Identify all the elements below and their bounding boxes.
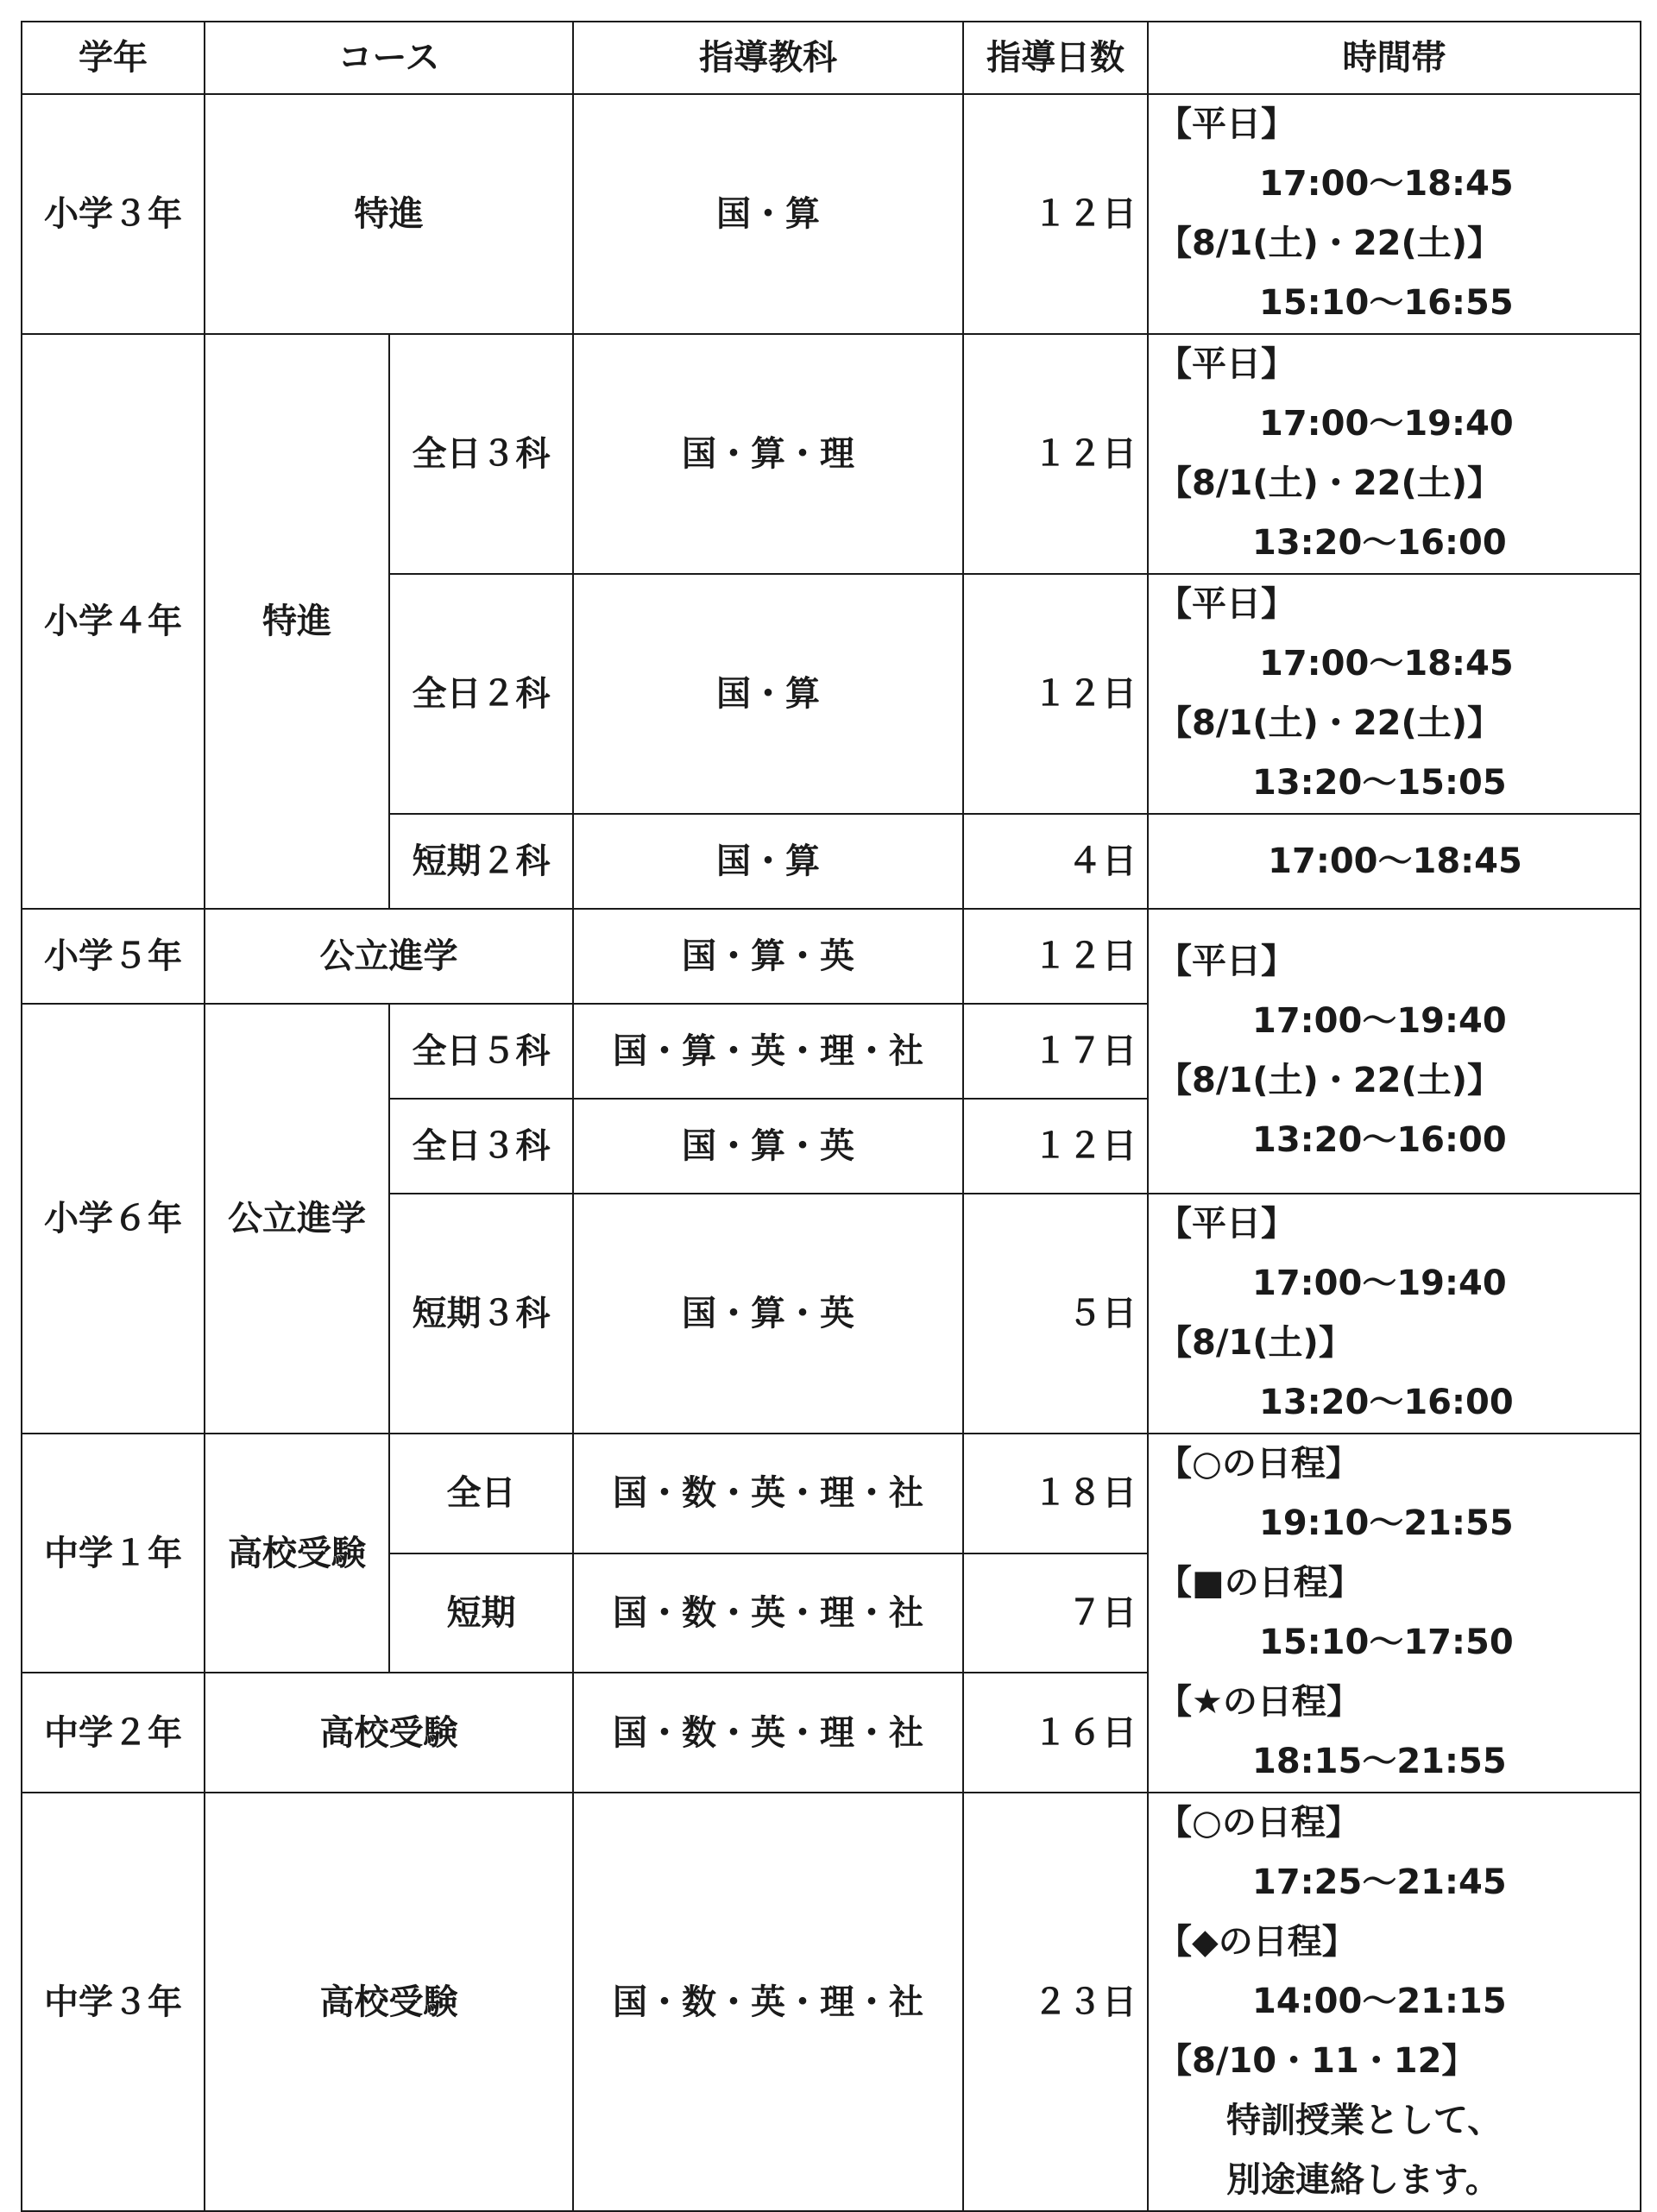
course-cell: 公立進学 [205, 909, 573, 1004]
grade-cell: 小学４年 [22, 334, 205, 909]
time-label: 【★の日程】 [1157, 1682, 1361, 1722]
time-value: 17:00〜19:40 [1252, 1001, 1507, 1041]
time-value: 13:20〜16:00 [1259, 1383, 1514, 1422]
time-label: 【平日】 [1157, 344, 1295, 384]
time-value: 15:10〜17:50 [1259, 1623, 1514, 1662]
time-value: 17:00〜19:40 [1252, 1264, 1507, 1303]
days-cell: ４日 [963, 814, 1148, 909]
days-cell: １２日 [963, 1099, 1148, 1194]
time-label: 【■の日程】 [1157, 1563, 1363, 1603]
subjects-cell: 国・算・理 [573, 334, 963, 574]
time-value: 19:10〜21:55 [1259, 1503, 1514, 1543]
time-value: 13:20〜15:05 [1252, 763, 1507, 803]
days-cell: １２日 [963, 909, 1148, 1004]
subcourse-cell: 全日 [389, 1434, 573, 1553]
time-label: 【○の日程】 [1157, 1803, 1360, 1843]
time-cell [1148, 1793, 1641, 2211]
time-label: 【平日】 [1157, 584, 1295, 624]
time-label: 【8/1(土)・22(土)】 [1157, 1061, 1503, 1100]
header-row [22, 22, 1641, 94]
header-course: コース [205, 22, 573, 94]
subjects-cell: 国・算・英 [573, 909, 963, 1004]
table-row [22, 334, 1641, 574]
time-value: 17:00〜18:45 [1259, 644, 1514, 684]
time-cell [1148, 814, 1641, 909]
days-cell: １２日 [963, 574, 1148, 814]
subjects-cell: 国・算 [573, 94, 963, 334]
days-cell: １２日 [963, 334, 1148, 574]
time-label: 【◆の日程】 [1157, 1922, 1357, 1962]
subjects-cell: 国・数・英・理・社 [573, 1793, 963, 2211]
time-label: 【8/10・11・12】 [1157, 2041, 1477, 2081]
time-cell [1148, 909, 1641, 1194]
time-value: 17:00〜18:45 [1268, 841, 1522, 881]
grade-cell: 中学１年 [22, 1434, 205, 1673]
subcourse-cell: 全日２科 [389, 574, 573, 814]
subcourse-cell: 全日３科 [389, 1099, 573, 1194]
days-cell: １８日 [963, 1434, 1148, 1553]
days-cell: １７日 [963, 1004, 1148, 1099]
subcourse-cell: 短期３科 [389, 1194, 573, 1434]
grade-cell: 中学２年 [22, 1673, 205, 1793]
time-value: 14:00〜21:15 [1252, 1982, 1507, 2021]
table-row [22, 1793, 1641, 2211]
time-note: 別途連絡します。 [1226, 2160, 1500, 2200]
subjects-cell: 国・算 [573, 574, 963, 814]
header-subjects: 指導教科 [573, 22, 963, 94]
time-cell [1148, 1434, 1641, 1793]
time-cell [1148, 1194, 1641, 1434]
days-cell: １６日 [963, 1673, 1148, 1793]
time-label: 【○の日程】 [1157, 1444, 1360, 1484]
course-cell: 特進 [205, 94, 573, 334]
days-cell: ２３日 [963, 1793, 1148, 2211]
time-value: 17:00〜19:40 [1259, 404, 1514, 444]
time-value: 18:15〜21:55 [1252, 1742, 1507, 1781]
subcourse-cell: 短期２科 [389, 814, 573, 909]
subcourse-cell: 短期 [389, 1553, 573, 1673]
time-label: 【8/1(土)・22(土)】 [1157, 463, 1503, 503]
table-row [22, 909, 1641, 1004]
time-cell [1148, 574, 1641, 814]
subjects-cell: 国・算 [573, 814, 963, 909]
days-cell: １２日 [963, 94, 1148, 334]
time-cell [1148, 334, 1641, 574]
header-days: 指導日数 [963, 22, 1148, 94]
course-cell: 高校受験 [205, 1434, 389, 1673]
schedule-table [21, 21, 1641, 2212]
subjects-cell: 国・算・英 [573, 1099, 963, 1194]
time-cell [1148, 94, 1641, 334]
course-cell: 高校受験 [205, 1673, 573, 1793]
subjects-cell: 国・数・英・理・社 [573, 1434, 963, 1553]
grade-cell: 中学３年 [22, 1793, 205, 2211]
course-cell: 特進 [205, 334, 389, 909]
time-label: 【平日】 [1157, 1204, 1295, 1244]
time-label: 【8/1(土)・22(土)】 [1157, 224, 1503, 263]
time-value: 17:25〜21:45 [1252, 1862, 1507, 1902]
grade-cell: 小学５年 [22, 909, 205, 1004]
subjects-cell: 国・数・英・理・社 [573, 1553, 963, 1673]
course-cell: 高校受験 [205, 1793, 573, 2211]
time-label: 【平日】 [1157, 942, 1295, 981]
time-value: 13:20〜16:00 [1252, 523, 1507, 563]
time-value: 15:10〜16:55 [1259, 283, 1514, 323]
subjects-cell: 国・算・英・理・社 [573, 1004, 963, 1099]
header-time: 時間帯 [1148, 22, 1641, 94]
time-label: 【8/1(土)】 [1157, 1323, 1353, 1363]
grade-cell: 小学６年 [22, 1004, 205, 1434]
days-cell: ７日 [963, 1553, 1148, 1673]
time-label: 【平日】 [1157, 104, 1295, 144]
table-row [22, 94, 1641, 334]
grade-cell: 小学３年 [22, 94, 205, 334]
time-note: 特訓授業として、 [1226, 2101, 1503, 2140]
time-value: 17:00〜18:45 [1259, 164, 1514, 204]
course-cell: 公立進学 [205, 1004, 389, 1434]
subjects-cell: 国・数・英・理・社 [573, 1673, 963, 1793]
time-label: 【8/1(土)・22(土)】 [1157, 703, 1503, 743]
table-row [22, 1434, 1641, 1553]
header-grade: 学年 [22, 22, 205, 94]
time-value: 13:20〜16:00 [1252, 1120, 1507, 1160]
subcourse-cell: 全日３科 [389, 334, 573, 574]
days-cell: ５日 [963, 1194, 1148, 1434]
subjects-cell: 国・算・英 [573, 1194, 963, 1434]
subcourse-cell: 全日５科 [389, 1004, 573, 1099]
